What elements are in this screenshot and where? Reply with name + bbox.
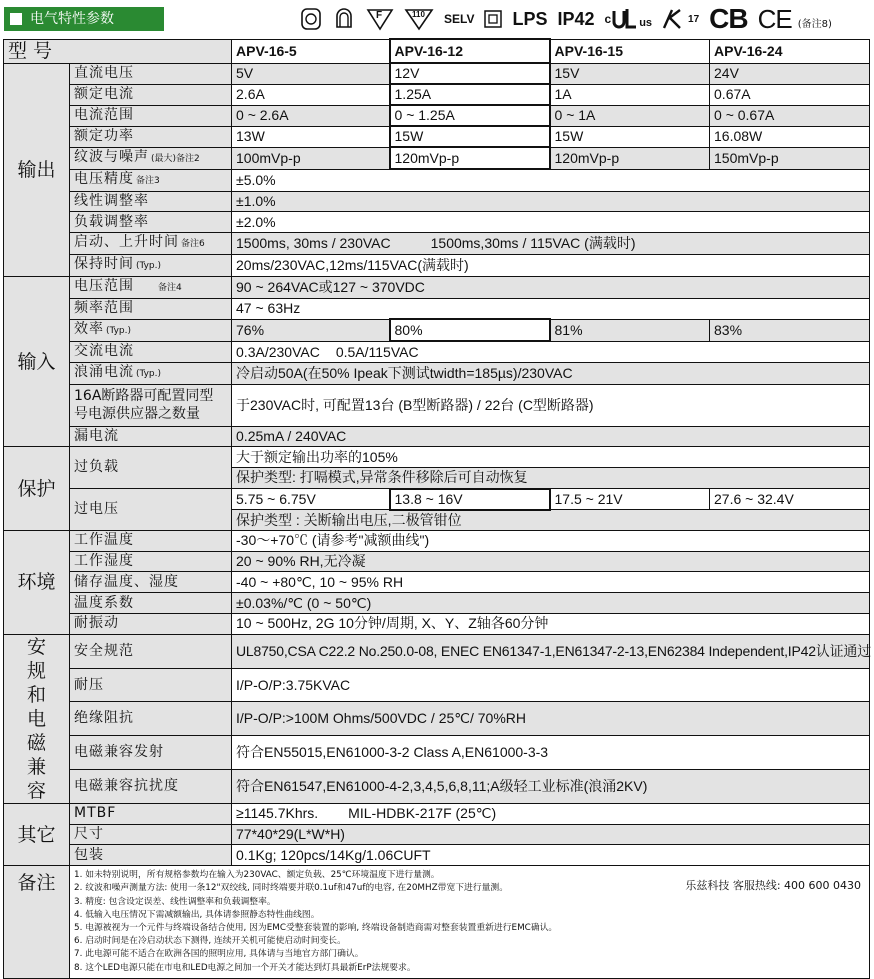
row-inrush xyxy=(4,362,870,384)
cell: 27.6 ~ 32.4V xyxy=(710,489,870,510)
group-other: 其它 xyxy=(4,803,70,865)
row-ripple xyxy=(4,147,870,169)
label-freq-range: 频率范围 xyxy=(70,299,232,320)
cell: 15W xyxy=(390,126,550,147)
row-emc-immunity xyxy=(4,770,870,804)
cell: 0 ~ 2.6A xyxy=(232,105,390,126)
note-line: 1. 如未特别说明，所有规格参数均在输入为230VAC、额定负载、25℃环境温度下进行量测。 xyxy=(74,870,440,881)
label-rated-current: 额定电流 xyxy=(70,84,232,105)
class2-transformer-icon xyxy=(300,7,322,31)
note-line: 4. 低输入电压情况下需减额输出, 具体请参照静态特性曲线图。 xyxy=(74,909,320,920)
cell: ±0.03%/℃ (0 ~ 50℃) xyxy=(232,593,870,614)
cell: 符合EN55015,EN61000-3-2 Class A,EN61000-3-3 xyxy=(232,736,870,770)
row-work-temp xyxy=(4,530,870,551)
model-col-4: APV-16-24 xyxy=(710,39,870,63)
service-hotline: 乐兹科技 客服热线: 400 600 0430 xyxy=(685,879,862,893)
cell: 0.1Kg; 120pcs/14Kg/1.06CUFT xyxy=(232,845,870,866)
label-packing: 包装 xyxy=(70,845,232,866)
cell: I/P-O/P:3.75KVAC xyxy=(232,668,870,702)
label-rated-power: 额定功率 xyxy=(70,126,232,147)
model-col-2: APV-16-12 xyxy=(390,39,550,63)
cell: 大于额定输出功率的105% xyxy=(232,447,870,468)
cell: 81% xyxy=(550,319,710,341)
lps-mark: LPS xyxy=(512,8,548,29)
selv-mark: SELV xyxy=(444,12,475,26)
row-efficiency xyxy=(4,319,870,341)
label-standards: 安全规范 xyxy=(70,634,232,668)
cell: 13.8 ~ 16V xyxy=(390,489,550,510)
row-isolation xyxy=(4,702,870,736)
row-ac-current xyxy=(4,341,870,362)
label-dimension: 尺寸 xyxy=(70,824,232,845)
label-hold: 保持时间 (Typ.) xyxy=(70,255,232,277)
label-ac-current: 交流电流 xyxy=(70,341,232,362)
label-dc-voltage: 直流电压 xyxy=(70,63,232,84)
cell: 0.67A xyxy=(710,84,870,105)
row-voltage-tol xyxy=(4,169,870,191)
row-freq-range xyxy=(4,299,870,320)
cell: 0.25mA / 240VAC xyxy=(232,426,870,447)
page-header xyxy=(0,0,874,36)
ip42-mark: IP42 xyxy=(557,8,595,29)
cell: 47 ~ 63Hz xyxy=(232,299,870,320)
cell: 5.75 ~ 6.75V xyxy=(232,489,390,510)
cell: 20 ~ 90% RH,无冷凝 xyxy=(232,551,870,572)
label-overvoltage: 过电压 xyxy=(70,489,232,531)
cell: 1A xyxy=(550,84,710,105)
cell: 120mVp-p xyxy=(550,147,710,169)
cell: 于230VAC时, 可配置13台 (B型断路器) / 22台 (C型断路器) xyxy=(232,384,870,426)
row-voltage-range xyxy=(4,277,870,299)
cell: 17.5 ~ 21V xyxy=(550,489,710,510)
row-setup xyxy=(4,233,870,255)
cell: 15V xyxy=(550,63,710,84)
model-col-3: APV-16-15 xyxy=(550,39,710,63)
row-overvoltage-a xyxy=(4,489,870,510)
cell: 冷启动50A(在50% Ipeak下测试twidth=185µs)/230VAC xyxy=(232,362,870,384)
row-breaker xyxy=(4,384,870,426)
cert-note: (备注8) xyxy=(797,19,832,30)
group-output: 输出 xyxy=(4,63,70,277)
row-load-reg xyxy=(4,212,870,233)
row-temp-coef xyxy=(4,593,870,614)
cell: 120mVp-p xyxy=(390,147,550,169)
label-vibration: 耐振动 xyxy=(70,614,232,635)
row-leakage xyxy=(4,426,870,447)
cell: 10 ~ 500Hz, 2G 10分钟/周期, X、Y、Z轴各60分钟 xyxy=(232,614,870,635)
row-packing xyxy=(4,845,870,866)
label-emc-immunity: 电磁兼容抗扰度 xyxy=(70,770,232,804)
model-col-1: APV-16-5 xyxy=(232,39,390,63)
cell: 12V xyxy=(390,63,550,84)
row-vibration xyxy=(4,614,870,635)
cell: 77*40*29(L*W*H) xyxy=(232,824,870,845)
label-ripple: 纹波与噪声 (最大)备注2 xyxy=(70,147,232,169)
label-mtbf: MTBF xyxy=(70,803,232,824)
group-env: 环境 xyxy=(4,530,70,634)
v110-mark-icon: 110 xyxy=(404,7,434,31)
row-overload-a xyxy=(4,447,870,468)
note-line: 2. 纹波和噪声测量方法: 使用一条12"双绞线, 同时终端要并联0.1uf和47uf的电容, 在20MHZ带宽下进行量测。 xyxy=(74,883,509,894)
label-load-reg: 负载调整率 xyxy=(70,212,232,233)
group-protection: 保护 xyxy=(4,447,70,530)
cell: 2.6A xyxy=(232,84,390,105)
double-insulation-icon xyxy=(332,7,356,31)
cell: 76% xyxy=(232,319,390,341)
label-inrush: 浪涌电流 (Typ.) xyxy=(70,362,232,384)
cell: 83% xyxy=(710,319,870,341)
square-bullet-icon xyxy=(10,13,22,25)
cell: 0 ~ 1A xyxy=(550,105,710,126)
cell: ±2.0% xyxy=(232,212,870,233)
cell: 符合EN61547,EN61000-4-2,3,4,5,6,8,11;A级轻工业标准(浪涌2KV) xyxy=(232,770,870,804)
ce-mark: CE xyxy=(757,3,792,34)
label-breaker: 16A断路器可配置同型号电源供应器之数量 xyxy=(70,384,232,426)
group-safety: 安规和电磁兼容 xyxy=(4,634,70,803)
spec-table xyxy=(3,38,870,979)
group-input: 输入 xyxy=(4,277,70,447)
label-withstand: 耐压 xyxy=(70,668,232,702)
model-header-row xyxy=(4,39,870,63)
group-notes: 备注 xyxy=(4,866,70,979)
cell: 100mVp-p xyxy=(232,147,390,169)
label-temp-coef: 温度系数 xyxy=(70,593,232,614)
label-efficiency: 效率 (Typ.) xyxy=(70,319,232,341)
cell: ±1.0% xyxy=(232,191,870,212)
cell: -40 ~ +80℃, 10 ~ 95% RH xyxy=(232,572,870,593)
row-withstand xyxy=(4,668,870,702)
row-emc-emission xyxy=(4,736,870,770)
cell: 0 ~ 0.67A xyxy=(710,105,870,126)
row-current-range xyxy=(4,105,870,126)
notes-cell xyxy=(70,866,870,979)
label-emc-emission: 电磁兼容发射 xyxy=(70,736,232,770)
cell: I/P-O/P:>100M Ohms/500VDC / 25℃/ 70%RH xyxy=(232,702,870,736)
note-line: 8. 这个LED电源只能在市电和LED电源之间加一个开关才能达到灯具最新ErP法规要求。 xyxy=(74,962,416,973)
label-work-humid: 工作湿度 xyxy=(70,551,232,572)
row-dc-voltage xyxy=(4,63,870,84)
row-hold xyxy=(4,255,870,277)
cell: ±5.0% xyxy=(232,169,870,191)
row-notes xyxy=(4,866,870,979)
label-current-range: 电流范围 xyxy=(70,105,232,126)
cell: 0 ~ 1.25A xyxy=(390,105,550,126)
row-line-reg xyxy=(4,191,870,212)
label-work-temp: 工作温度 xyxy=(70,530,232,551)
cell: 24V xyxy=(710,63,870,84)
cell: 150mVp-p xyxy=(710,147,870,169)
note-line: 7. 此电源可能不适合在欧洲各国的照明应用, 具体请与当地官方部门确认。 xyxy=(74,949,364,960)
label-setup: 启动、上升时间 备注6 xyxy=(70,233,232,255)
cell: 保护类型 : 关断输出电压,二极管钳位 xyxy=(232,510,870,531)
cell: -30～+70℃ (请参考"减额曲线") xyxy=(232,530,870,551)
model-title: 型号 xyxy=(4,39,232,63)
row-mtbf xyxy=(4,803,870,824)
label-leakage: 漏电流 xyxy=(70,426,232,447)
label-line-reg: 线性调整率 xyxy=(70,191,232,212)
cell: 5V xyxy=(232,63,390,84)
cell: ≥1145.7Khrs. MIL-HDBK-217F (25℃) xyxy=(232,803,870,824)
cell: 20ms/230VAC,12ms/115VAC(满载时) xyxy=(232,255,870,277)
cul-us-mark: c us xyxy=(605,9,653,29)
cell: 1500ms, 30ms / 230VAC 1500ms,30ms / 115VAC (满载时) xyxy=(232,233,870,255)
label-overload: 过负载 xyxy=(70,447,232,489)
cb-mark: CB xyxy=(709,3,748,34)
f-mark-icon: F xyxy=(366,7,394,31)
note-line: 3. 精度: 包含设定误差、线性调整率和负载调整率。 xyxy=(74,896,276,907)
note-line: 5. 电源被视为一个元件与终端设备结合使用, 因为EMC受整套装置的影响, 终端设备制造商需对整套装置重新进行EMC确认。 xyxy=(74,923,558,934)
cell: 1.25A xyxy=(390,84,550,105)
label-voltage-tol: 电压精度 备注3 xyxy=(70,169,232,191)
cell: UL8750,CSA C22.2 No.250.0-08, ENEC EN61347-1,EN61347-2-13,EN62384 Independent,IP42认证通过 xyxy=(232,634,870,668)
note-line: 6. 启动时间是在冷启动状态下测得, 连续开关机可能使启动时间变长。 xyxy=(74,936,346,947)
cell: 保护类型: 打嗝模式,异常条件移除后可自动恢复 xyxy=(232,468,870,489)
row-dimension xyxy=(4,824,870,845)
row-standards xyxy=(4,634,870,668)
row-rated-current xyxy=(4,84,870,105)
section-title: 电气特性参数 xyxy=(4,7,164,31)
row-rated-power xyxy=(4,126,870,147)
cell: 15W xyxy=(550,126,710,147)
label-voltage-range: 电压范围 备注4 xyxy=(70,277,232,299)
row-storage xyxy=(4,572,870,593)
cell: 0.3A/230VAC 0.5A/115VAC xyxy=(232,341,870,362)
cell: 16.08W xyxy=(710,126,870,147)
k-mark-icon: 17 xyxy=(662,8,699,30)
label-storage: 储存温度、湿度 xyxy=(70,572,232,593)
class3-icon xyxy=(484,10,502,28)
certification-marks xyxy=(300,4,832,34)
cell: 13W xyxy=(232,126,390,147)
label-isolation: 绝缘阻抗 xyxy=(70,702,232,736)
row-work-humid xyxy=(4,551,870,572)
cell: 80% xyxy=(390,319,550,341)
cell: 90 ~ 264VAC或127 ~ 370VDC xyxy=(232,277,870,299)
